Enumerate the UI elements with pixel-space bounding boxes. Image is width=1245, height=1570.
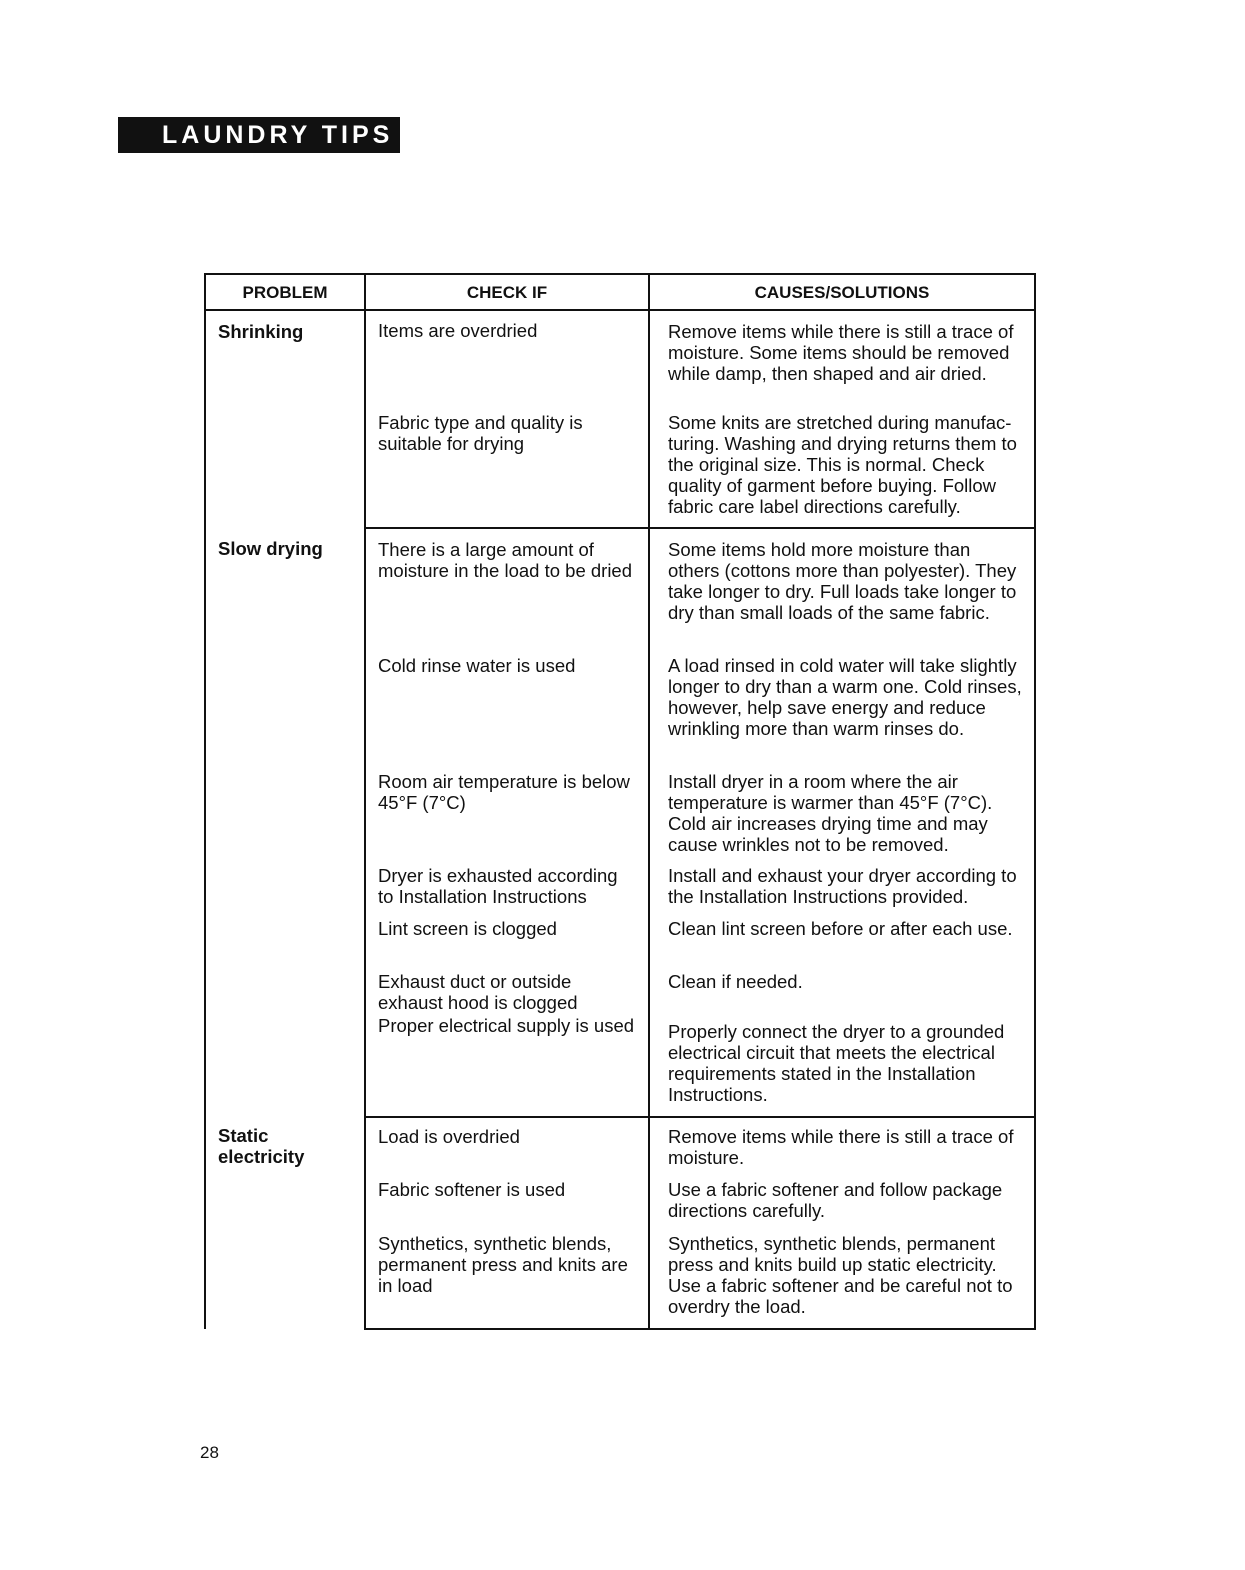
table-row bbox=[205, 528, 1035, 645]
troubleshooting-table bbox=[204, 273, 1036, 1330]
cause-cell: Properly connect the dryer to a grounded electrical circuit that meets the electrical requirements stated in the Installation Instructions. bbox=[649, 1013, 1035, 1117]
section-title-banner: LAUNDRY TIPS bbox=[118, 117, 400, 153]
check-cell: Load is overdried bbox=[365, 1117, 649, 1171]
check-cell: Lint screen is clogged bbox=[365, 910, 649, 963]
check-cell: Fabric softener is used bbox=[365, 1171, 649, 1225]
column-header-check-if: CHECK IF bbox=[365, 274, 649, 310]
page-number: 28 bbox=[200, 1443, 219, 1462]
check-cell: Room air temperature is below 45°F (7°C) bbox=[365, 761, 649, 857]
table-header-row bbox=[205, 274, 1035, 310]
cause-cell: Synthetics, synthetic blends, permanent press and knits build up static electricity. Use a fabric softener and be careful not to overdry the load. bbox=[649, 1225, 1035, 1329]
check-cell: Dryer is exhausted according to Installation Instructions bbox=[365, 857, 649, 910]
cause-cell: Clean lint screen before or after each use. bbox=[649, 910, 1035, 963]
check-cell: There is a large amount of moisture in the load to be dried bbox=[365, 528, 649, 645]
check-cell: Synthetics, synthetic blends, permanent press and knits are in load bbox=[365, 1225, 649, 1329]
cause-cell: Remove items while there is still a trace of moisture. bbox=[649, 1117, 1035, 1171]
column-header-causes-solutions: CAUSES/SOLUTIONS bbox=[649, 274, 1035, 310]
check-cell: Cold rinse water is used bbox=[365, 645, 649, 761]
check-cell: Fabric type and quality is suitable for drying bbox=[365, 404, 649, 528]
cause-cell: Some items hold more moisture than others (cottons more than polyester). They take longer to dry. Full loads take longer to dry than small loads of the same fabric. bbox=[649, 528, 1035, 645]
cause-cell: Install and exhaust your dryer according to the Installation Instructions provided. bbox=[649, 857, 1035, 910]
check-cell: Items are overdried bbox=[365, 310, 649, 404]
cause-cell: Clean if needed. bbox=[649, 963, 1035, 1013]
cause-cell: Remove items while there is still a trace of moisture. Some items should be removed while damp, then shaped and air dried. bbox=[649, 310, 1035, 404]
problem-static-electricity: Static electricity bbox=[205, 1117, 365, 1329]
check-cell: Exhaust duct or outside exhaust hood is clogged bbox=[365, 963, 649, 1013]
check-cell: Proper electrical supply is used bbox=[365, 1013, 649, 1117]
cause-cell: Use a fabric softener and follow package directions carefully. bbox=[649, 1171, 1035, 1225]
problem-slow-drying: Slow drying bbox=[205, 528, 365, 1117]
cause-cell: A load rinsed in cold water will take slightly longer to dry than a warm one. Cold rinses, however, help save energy and reduce wrinkling more than warm rinses do. bbox=[649, 645, 1035, 761]
problem-shrinking: Shrinking bbox=[205, 310, 365, 528]
table-row bbox=[205, 1117, 1035, 1171]
table-row bbox=[205, 310, 1035, 404]
column-header-problem: PROBLEM bbox=[205, 274, 365, 310]
cause-cell: Some knits are stretched during manufac- turing. Washing and drying returns them to the original size. This is normal. Check quality of garment before buying. Follow fabric care label directions carefully. bbox=[649, 404, 1035, 528]
cause-cell: Install dryer in a room where the air temperature is warmer than 45°F (7°C). Cold air increases drying time and may cause wrinkles not to be removed. bbox=[649, 761, 1035, 857]
